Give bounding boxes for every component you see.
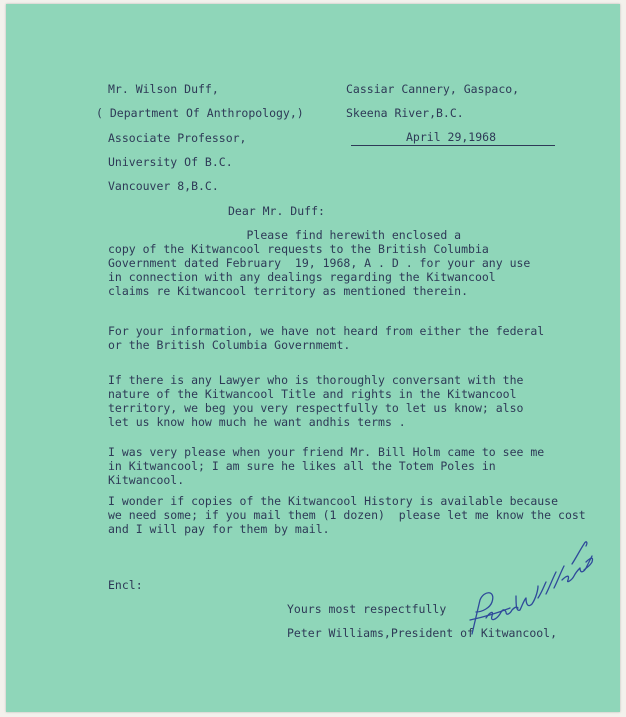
closing: Yours most respectfully <box>287 602 447 616</box>
recipient-title: Associate Professor, <box>108 131 247 145</box>
paragraph-line: Kitwancool. <box>108 473 185 487</box>
signature-typed-name: Peter Williams,President of Kitwancool, <box>287 626 558 640</box>
paragraph-line: let us know how much he want andhis terms . <box>108 415 406 429</box>
recipient-department: ( Department Of Anthropology,) <box>96 106 304 120</box>
paragraph-line: For your information, we have not heard from either the federal <box>108 324 545 338</box>
paragraph-line: Government dated February 19, 1968, A . D . for your any use <box>108 256 531 270</box>
paragraph-line: copy of the Kitwancool requests to the British Columbia <box>108 242 489 256</box>
paragraph-line: I was very please when your friend Mr. Bill Holm came to see me <box>108 445 545 459</box>
sender-address-line2: Skeena River,B.C. <box>346 106 464 120</box>
paragraph-line: or the British Columbia Governmemt. <box>108 338 351 352</box>
paragraph-line: If there is any Lawyer who is thoroughly conversant with the <box>108 373 524 387</box>
paragraph-1 <box>108 228 530 298</box>
paragraph-line: we need some; if you mail them (1 dozen) please let me know the cost <box>108 508 586 522</box>
paragraph-line: territory, we beg you very respectfully to let us know; also <box>108 401 524 415</box>
recipient-city: Vancouver 8,B.C. <box>108 179 219 193</box>
salutation: Dear Mr. Duff: <box>228 204 325 218</box>
recipient-name: Mr. Wilson Duff, <box>108 82 219 96</box>
paragraph-line: I wonder if copies of the Kitwancool History is available because <box>108 494 559 508</box>
paragraph-4 <box>108 445 544 487</box>
letter-date: April 29,1968 <box>406 130 497 144</box>
paragraph-line: claims re Kitwancool territory as mentioned therein. <box>108 284 469 298</box>
enclosure-label: Encl: <box>108 578 143 592</box>
paragraph-line: nature of the Kitwancool Title and rights in the Kitwancool <box>108 387 517 401</box>
paragraph-line: in Kitwancool; I am sure he likes all the Totem Poles in <box>108 459 496 473</box>
paragraph-3 <box>108 373 523 429</box>
sender-address-line1: Cassiar Cannery, Gaspaco, <box>346 82 520 96</box>
paragraph-line: and I will pay for them by mail. <box>108 522 330 536</box>
handwritten-signature <box>450 528 600 638</box>
letter-page <box>6 4 620 712</box>
date-underline <box>351 145 555 146</box>
paragraph-line: Please find herewith enclosed a <box>108 228 462 242</box>
paragraph-line: in connection with any dealings regarding the Kitwancool <box>108 270 496 284</box>
recipient-institution: University Of B.C. <box>108 155 233 169</box>
paragraph-2 <box>108 324 544 352</box>
